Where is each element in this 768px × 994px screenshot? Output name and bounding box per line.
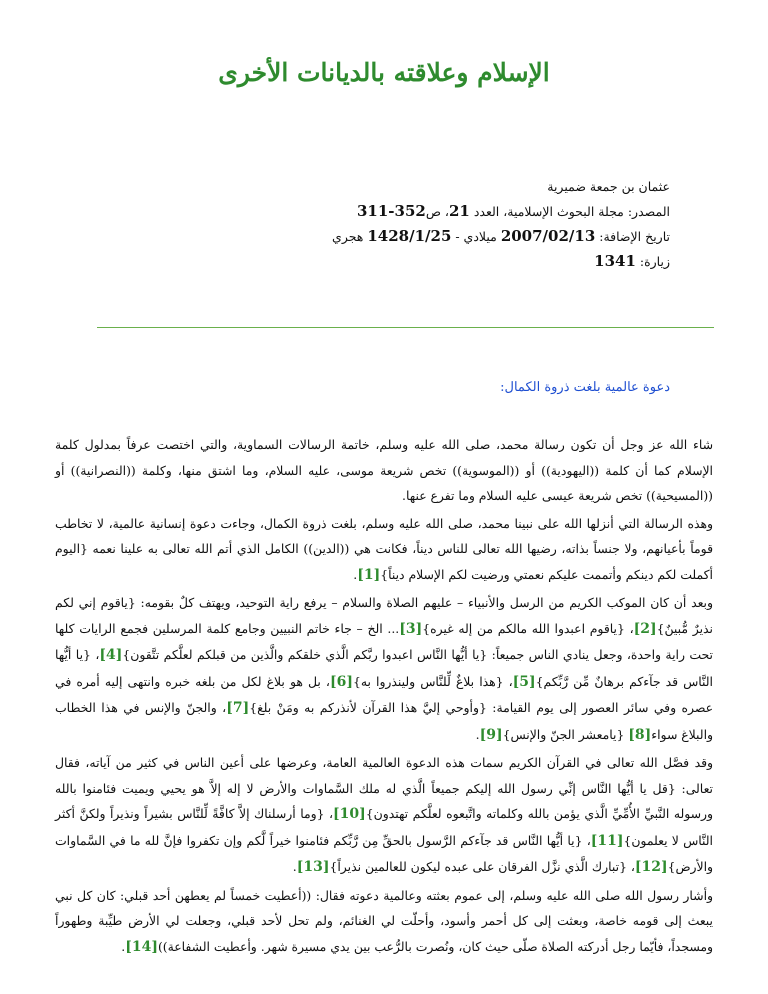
hijri-suffix: هجري bbox=[332, 229, 368, 244]
author-line: عثمان بن جمعة ضميرية bbox=[547, 179, 670, 194]
paragraph-text: ، {وما أرسلناك إلاَّ كافَّةً لِّلنَّاس بشيراً ونذيراً ولكنَّ أكثر النَّاس لا يعلمون} bbox=[55, 806, 713, 848]
article-meta bbox=[90, 175, 670, 274]
gregorian-suffix: ميلادي - bbox=[451, 229, 501, 244]
paragraph-text: {يامعشر الجنّ والإنس} bbox=[502, 726, 629, 742]
paragraph-text: وهذه الرسالة التي أنزلها الله على نبينا محمد، صلى الله عليه وسلم، بلغت ذروة الكمال، وجاءت دعوة إنسانية عالمية، لا تخاطب قوماً بأعيانهم، ولا جنساً بذاته، رضيها الله تعالى للناس ديناً، فكانت هي ((الدين)) الكامل الذي أتم الله تعالى به علينا نعمه {اليوم أكملت لكم دينكم وأتممت عليكم نعمتي ورضيت لكم الإسلام ديناً} bbox=[55, 515, 713, 582]
footnote-link[interactable]: [10] bbox=[333, 806, 366, 822]
paragraph-text: ، {تبارك الَّذي نزَّل الفرقان على عبده ليكون للعالمين نذيراً} bbox=[329, 859, 635, 874]
hijri-date: 1428/1/25 bbox=[367, 227, 452, 245]
paragraph bbox=[55, 511, 713, 589]
footnote-link[interactable]: [13] bbox=[296, 859, 330, 875]
footnote-link[interactable]: [2] bbox=[633, 620, 657, 637]
paragraph-text: وبعد أن كان الموكب الكريم من الرسل والأنبياء – عليهم الصلاة والسلام – يرفع راية التوحيد، ويهتف كلٌ بقومه: {ياقوم إني لكم نذيرٌ مُّبينٌ} bbox=[55, 595, 713, 636]
page-range: 311-352 bbox=[356, 202, 426, 220]
source-label: المصدر: مجلة البحوث الإسلامية، العدد bbox=[469, 204, 670, 219]
article-title: الإسلام وعلاقته بالديانات الأخرى bbox=[218, 58, 550, 87]
footnote-link[interactable]: [12] bbox=[634, 859, 668, 875]
footnote-link[interactable]: [5] bbox=[512, 673, 536, 690]
paragraph-text: ، والجنّ والإنس في هذا الخطاب والبلاغ سواء bbox=[55, 700, 713, 742]
paragraph-text: وأشار رسول الله صلى الله عليه وسلم، إلى عموم بعثته وعالمية دعوته فقال: ((أعطيت خمساً لم يعطهن أحد قبلي: كان كل نبي يبعث إلى قومه خاصة، وبعثت إلى كل أحمر وأسود، وأحلّت لي الغنائم، ولم تحل لأحد قبلي، وجعلت لي الأرض طيِّبة وطهوراً ومسجداً، فأيّما رجل أدركته الصلاة صلّى حيث كان، ونُصرت بالرُّعب بين يدي مسيرة شهر. وأعطيت الشفاعة)) bbox=[55, 887, 713, 954]
paragraph bbox=[55, 590, 713, 748]
paragraph-text: . bbox=[121, 938, 126, 954]
gregorian-date: 2007/02/13 bbox=[500, 227, 596, 245]
paragraph-text: ... الخ – جاء خاتم النبيين وجامع كلمة المرسلين فجمع الرايات كلها تحت راية واحدة، وجعل ينادي الناس جميعاً: {يا أيُّها النَّاس اعبدوا ربَّكم الَّذي خلقكم والَّذين من قبلكم لعلَّكم تتَّقون} bbox=[55, 620, 713, 662]
footnote-link[interactable]: [14] bbox=[125, 938, 158, 955]
issue-number: 21 bbox=[448, 202, 470, 220]
paragraph-text: ، {ياقوم اعبدوا الله مالكم من إله غيره} bbox=[422, 620, 634, 636]
visits-line bbox=[90, 249, 670, 274]
paragraph-text: . bbox=[353, 566, 358, 582]
paragraph-text: شاء الله عز وجل أن تكون رسالة محمد، صلى الله عليه وسلم، خاتمة الرسالات السماوية، والتي اختصت عرفاً بمدلول كلمة الإسلام كما أن كلمة ((اليهودية)) أو ((الموسوية)) تخص شريعة موسى، عليه السلام، وما اشتق منها، وكلمة ((النصرانية)) أو ((المسيحية)) تخص شريعة عيسى عليه السلام وما تفرع عنها. bbox=[55, 437, 713, 503]
paragraph bbox=[55, 750, 713, 881]
source-line bbox=[90, 199, 670, 224]
paragraph-text: . bbox=[475, 726, 480, 742]
section-heading: دعوة عالمية بلغت ذروة الكمال: bbox=[500, 380, 670, 395]
date-line bbox=[90, 224, 670, 249]
footnote-link[interactable]: [8] bbox=[628, 726, 652, 743]
visits-label: زيارة: bbox=[635, 254, 670, 269]
paragraph-text: ، {يا أيُّها النَّاس قد جآءكم برهانٌ مِّن رَّبِّكم} bbox=[55, 647, 713, 689]
footnote-link[interactable]: [6] bbox=[329, 673, 353, 690]
paragraph-text: وقد فصَّل الله تعالى في القرآن الكريم سمات هذه الدعوة العالمية العامة، وعرضها على أعين الناس في كثير من آياته، فقال تعالى: {قل يا أيُّها النَّاس إنِّي رسول الله إليكم جميعاً الَّذي له ملك السَّماوات والأرض لا إله إلاَّ هو يحيي ويميت فئامنوا بالله ورسوله النَّبيِّ الأُمِّيِّ الَّذي يؤمن بالله وكلماته واتَّبعوه لعلَّكم تهتدون} bbox=[55, 755, 713, 821]
date-label: تاريخ الإضافة: bbox=[595, 229, 670, 244]
footnote-link[interactable]: [3] bbox=[399, 620, 423, 637]
paragraph-text: . bbox=[292, 859, 297, 874]
footnote-link[interactable]: [7] bbox=[226, 700, 250, 716]
paragraph bbox=[55, 432, 713, 509]
footnote-link[interactable]: [4] bbox=[99, 647, 123, 663]
footnote-link[interactable]: [1] bbox=[357, 566, 381, 583]
pages-prefix: ، ص bbox=[425, 204, 449, 219]
paragraph bbox=[55, 883, 713, 961]
divider bbox=[97, 327, 714, 328]
paragraph-text: ، {يا أيُّها النَّاس قد جآءكم الرَّسول بالحقِّ مِن رَّبِّكم فئامنوا خيراً لَّكم وإن تكفروا فإنَّ لله ما في السَّماوات والأرض} bbox=[55, 832, 713, 874]
visit-count: 1341 bbox=[594, 252, 636, 270]
paragraph-text: ، {هذا بلاغٌ لِّلنَّاس ولينذروا به} bbox=[352, 673, 513, 689]
footnote-link[interactable]: [9] bbox=[479, 726, 503, 743]
footnote-link[interactable]: [11] bbox=[590, 832, 624, 849]
paragraph-text: ، بل هو بلاغ لكل من بلغه خبره وانتهى إليه أمره في عصره وفي سائر العصور إلى يوم القيامة: {وأوحي إليَّ هذا القرآن لأنذركم به ومَنْ بلغ} bbox=[55, 673, 713, 715]
article-body bbox=[55, 432, 713, 962]
